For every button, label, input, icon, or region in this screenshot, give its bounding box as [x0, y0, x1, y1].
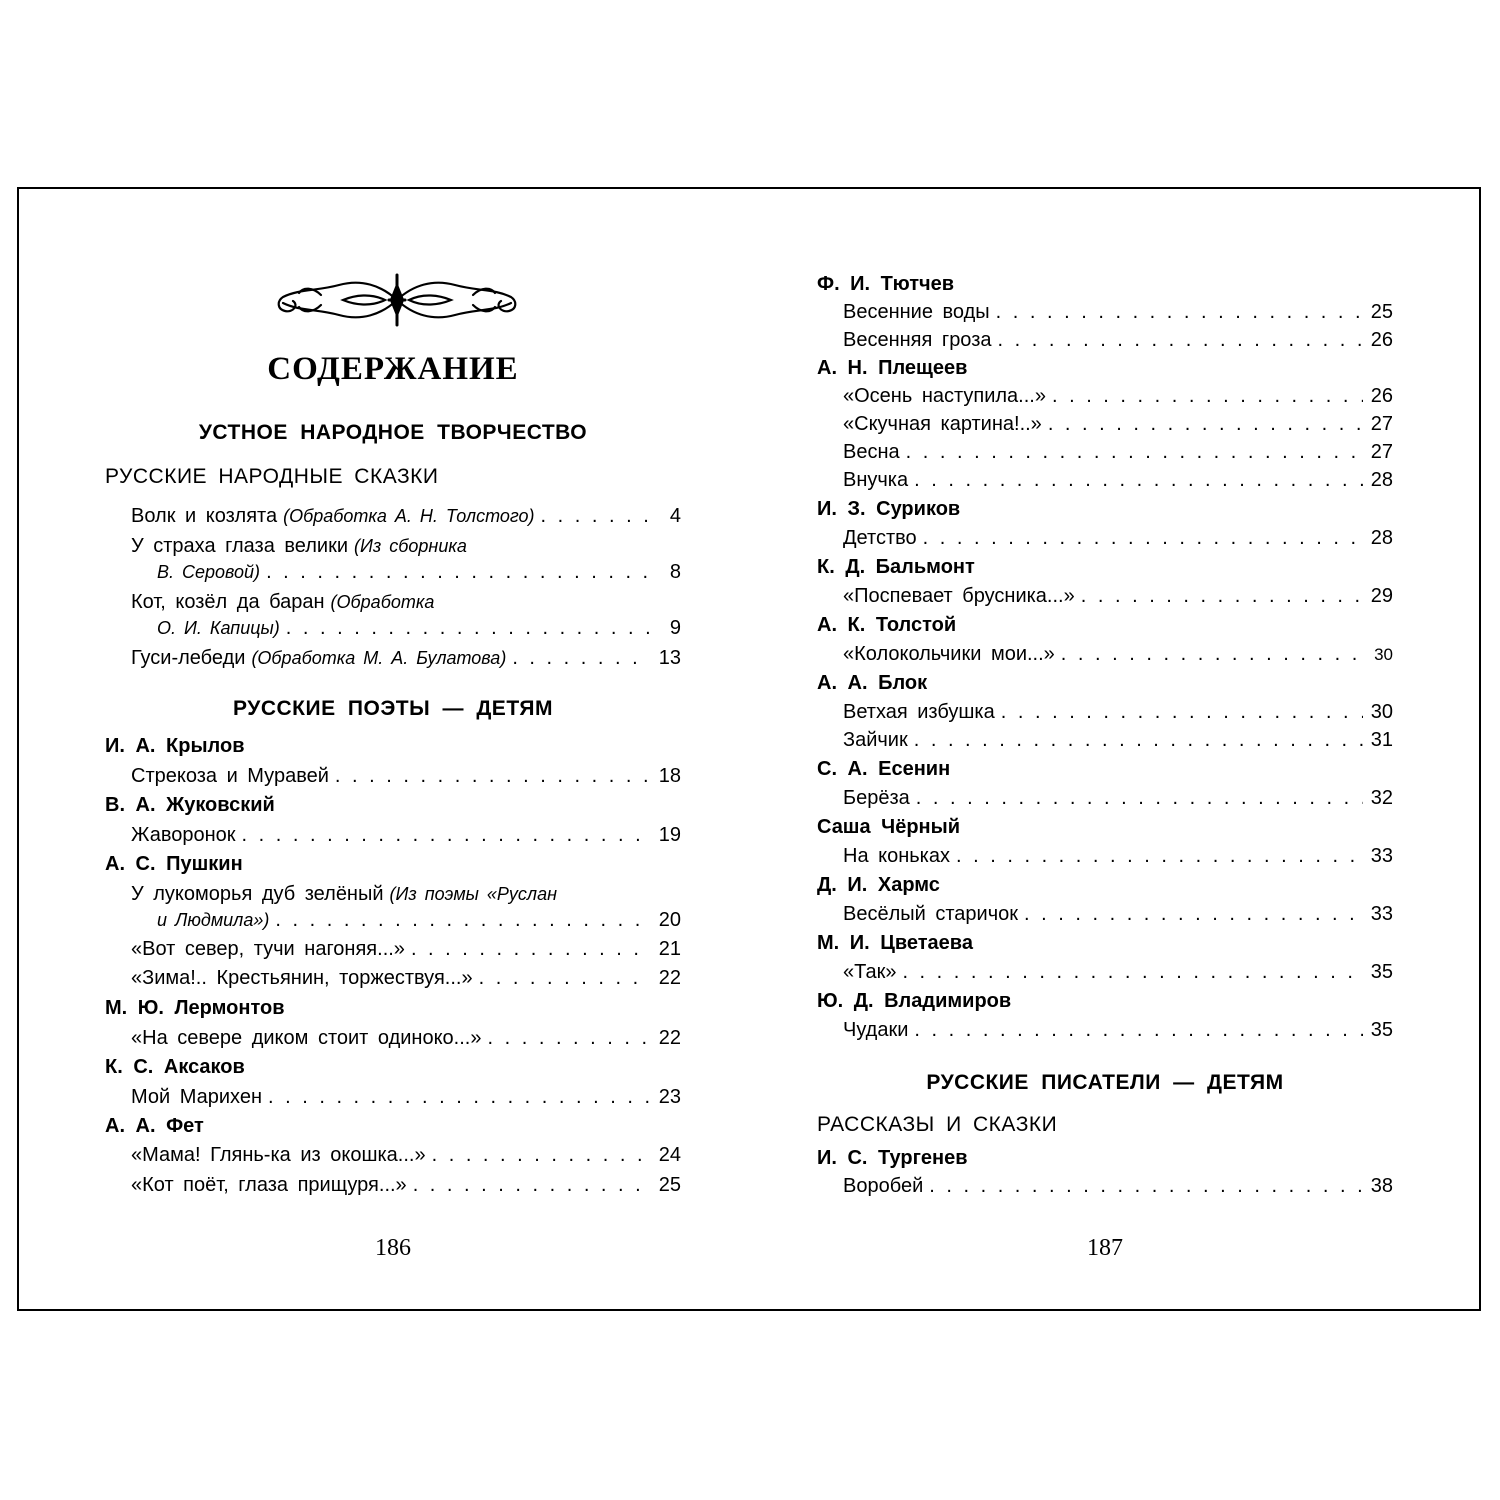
dot-leader: [541, 505, 651, 528]
dot-leader: [266, 561, 651, 584]
page-number-left: 186: [375, 1235, 411, 1261]
page-number: 26: [1370, 329, 1393, 351]
toc-entry[interactable]: [843, 903, 1393, 931]
entry-title: «Вот север, тучи нагоняя...»: [131, 938, 405, 960]
page-number: 22: [658, 1027, 681, 1049]
dot-leader: [286, 617, 651, 640]
entry-title: Стрекоза и Муравей: [131, 765, 329, 787]
entry-title: Кот, козёл да баран: [131, 591, 325, 613]
entry-title: Ветхая избушка: [843, 701, 995, 723]
toc-entry[interactable]: [131, 505, 681, 533]
dot-leader: [914, 469, 1363, 492]
dot-leader: [1048, 413, 1363, 436]
author-heading: Саша Чёрный: [817, 816, 961, 838]
entry-title: Мой Марихен: [131, 1086, 262, 1108]
entry-note-continued: О. И. Капицы): [157, 618, 280, 638]
dot-leader: [914, 729, 1363, 752]
toc-entry[interactable]: [843, 469, 1393, 497]
flourish-ornament-icon: [273, 271, 521, 329]
page-number: 33: [1370, 903, 1393, 925]
dot-leader: [906, 441, 1363, 464]
toc-entry[interactable]: [131, 1086, 681, 1114]
page-number: 13: [658, 647, 681, 669]
entry-title: Гуси-лебеди: [131, 647, 246, 669]
entry-note: (Из поэмы «Руслан: [389, 884, 558, 904]
toc-entry[interactable]: [843, 385, 1393, 413]
author-heading: М. Ю. Лермонтов: [105, 997, 285, 1019]
page-number: 22: [658, 967, 681, 989]
dot-leader: [479, 967, 651, 990]
page-number: 33: [1370, 845, 1393, 867]
toc-entry[interactable]: [131, 1174, 681, 1202]
toc-entry[interactable]: [157, 909, 681, 937]
page-number: 28: [1370, 527, 1393, 549]
author-heading: А. К. Толстой: [817, 614, 957, 636]
toc-entry[interactable]: [843, 701, 1393, 729]
entry-title: Весенняя гроза: [843, 329, 992, 351]
toc-entry[interactable]: [843, 1019, 1393, 1047]
dot-leader: [512, 647, 651, 670]
dot-leader: [916, 787, 1363, 810]
entry-title: «Колокольчики мои...»: [843, 643, 1055, 665]
author-heading: А. С. Пушкин: [105, 853, 243, 875]
toc-entry[interactable]: [157, 617, 681, 645]
entry-note: (Обработка: [330, 592, 435, 612]
page-number: 9: [669, 617, 681, 639]
toc-entry-first-line[interactable]: [131, 883, 557, 906]
entry-title: Весёлый старичок: [843, 903, 1019, 925]
page-number: 25: [658, 1174, 681, 1196]
toc-entry[interactable]: [843, 527, 1393, 555]
entry-title: Детство: [843, 527, 917, 549]
part-title-poets: РУССКИЕ ПОЭТЫ — ДЕТЯМ: [233, 697, 553, 720]
entry-title: У лукоморья дуб зелёный: [131, 883, 384, 905]
entry-title: У страха глаза велики: [131, 535, 349, 557]
entry-title: Весна: [843, 441, 900, 463]
dot-leader: [487, 1027, 651, 1050]
book-spread: [17, 187, 1481, 1311]
entry-note-continued: В. Серовой): [157, 562, 261, 582]
toc-entry[interactable]: [131, 938, 681, 966]
dot-leader: [1081, 585, 1363, 608]
entry-title: Чудаки: [843, 1019, 909, 1041]
toc-entry[interactable]: [843, 585, 1393, 613]
author-heading: И. А. Крылов: [105, 735, 245, 757]
dot-leader: [1001, 701, 1363, 724]
page-number: 28: [1370, 469, 1393, 491]
page-number: 35: [1370, 961, 1393, 983]
page-number: 29: [1370, 585, 1393, 607]
author-heading: А. А. Блок: [817, 672, 928, 694]
dot-leader: [956, 845, 1363, 868]
dot-leader: [914, 1019, 1363, 1042]
dot-leader: [929, 1175, 1363, 1198]
page-number: 38: [1370, 1175, 1393, 1197]
page-number: 35: [1370, 1019, 1393, 1041]
page-number: 18: [658, 765, 681, 787]
author-heading: И. С. Тургенев: [817, 1147, 968, 1169]
entry-title: «Поспевает брусника...»: [843, 585, 1075, 607]
toc-entry[interactable]: [131, 967, 681, 995]
toc-entry[interactable]: [843, 441, 1393, 469]
author-heading: Ф. И. Тютчев: [817, 273, 955, 295]
page-number: 25: [1370, 301, 1393, 323]
entry-title: На коньках: [843, 845, 950, 867]
toc-entry[interactable]: [131, 765, 681, 793]
toc-entry[interactable]: [843, 845, 1393, 873]
page-number: 21: [658, 938, 681, 960]
dot-leader: [275, 909, 651, 932]
author-heading: К. С. Аксаков: [105, 1056, 245, 1078]
entry-title: Волк и козлята: [131, 505, 278, 527]
entry-title: «Зима!.. Крестьянин, торжествуя...»: [131, 967, 473, 989]
dot-leader: [1024, 903, 1363, 926]
toc-entry[interactable]: [843, 787, 1393, 815]
part-title-folk: УСТНОЕ НАРОДНОЕ ТВОРЧЕСТВО: [198, 421, 588, 444]
page-number: 27: [1370, 441, 1393, 463]
page-number: 19: [658, 824, 681, 846]
entry-title: Берёза: [843, 787, 910, 809]
dot-leader: [902, 961, 1363, 984]
subsection-stories: РАССКАЗЫ И СКАЗКИ: [817, 1113, 1058, 1136]
entry-title: «Мама! Глянь-ка из окошка...»: [131, 1144, 426, 1166]
entry-title: «На севере диком стоит одиноко...»: [131, 1027, 482, 1049]
page-number: 8: [669, 561, 681, 583]
dot-leader: [923, 527, 1363, 550]
author-heading: И. З. Суриков: [817, 498, 961, 520]
author-heading: А. А. Фет: [105, 1115, 204, 1137]
entry-note: (Обработка М. А. Булатова): [251, 648, 507, 668]
dot-leader: [1061, 643, 1363, 666]
entry-title: Весенние воды: [843, 301, 990, 323]
dot-leader: [432, 1144, 651, 1167]
entry-title: «Осень наступила...»: [843, 385, 1046, 407]
dot-leader: [335, 765, 651, 788]
page-number: 31: [1370, 729, 1393, 751]
entry-title: Жаворонок: [131, 824, 236, 846]
toc-entry[interactable]: [131, 1027, 681, 1055]
toc-entry[interactable]: [843, 1175, 1393, 1203]
toc-entry[interactable]: [131, 647, 681, 675]
dot-leader: [242, 824, 651, 847]
dot-leader: [413, 1174, 651, 1197]
entry-title: Воробей: [843, 1175, 924, 1197]
toc-entry[interactable]: [843, 961, 1393, 989]
entry-title: «Так»: [843, 961, 897, 983]
author-heading: С. А. Есенин: [817, 758, 951, 780]
page-number: 26: [1370, 385, 1393, 407]
page-number: 30: [1370, 701, 1393, 723]
page-number: 30: [1374, 645, 1393, 664]
page-number: 4: [669, 505, 681, 527]
toc-entry-first-line[interactable]: [131, 535, 467, 558]
page-number: 24: [658, 1144, 681, 1166]
page-number: 32: [1370, 787, 1393, 809]
toc-entry[interactable]: [843, 329, 1393, 357]
dot-leader: [411, 938, 651, 961]
part-title-writers: РУССКИЕ ПИСАТЕЛИ — ДЕТЯМ: [926, 1071, 1284, 1094]
page-number: 27: [1370, 413, 1393, 435]
dot-leader: [996, 301, 1363, 324]
entry-title: Внучка: [843, 469, 909, 491]
toc-title: СОДЕРЖАНИЕ: [267, 351, 519, 387]
entry-title: Зайчик: [843, 729, 908, 751]
toc-entry[interactable]: [131, 1144, 681, 1172]
right-page: [817, 189, 1393, 1309]
toc-entry-first-line[interactable]: [131, 591, 434, 614]
entry-title: «Скучная картина!..»: [843, 413, 1042, 435]
author-heading: Д. И. Хармс: [817, 874, 940, 896]
dot-leader: [998, 329, 1363, 352]
toc-entry[interactable]: [843, 413, 1393, 441]
toc-entry[interactable]: [843, 729, 1393, 757]
entry-note: (Из сборника: [354, 536, 467, 556]
author-heading: В. А. Жуковский: [105, 794, 275, 816]
author-heading: А. Н. Плещеев: [817, 357, 968, 379]
toc-entry[interactable]: [157, 561, 681, 589]
toc-entry[interactable]: [843, 643, 1393, 671]
left-page: [105, 189, 681, 1309]
entry-note: (Обработка А. Н. Толстого): [283, 506, 535, 526]
entry-title: «Кот поёт, глаза прищуря...»: [131, 1174, 407, 1196]
toc-entry[interactable]: [843, 301, 1393, 329]
toc-entry[interactable]: [131, 824, 681, 852]
page-number: 23: [658, 1086, 681, 1108]
dot-leader: [1052, 385, 1363, 408]
dot-leader: [268, 1086, 651, 1109]
author-heading: М. И. Цветаева: [817, 932, 973, 954]
page-number: 20: [658, 909, 681, 931]
entry-note-continued: и Людмила»): [157, 910, 270, 930]
subsection-folk-tales: РУССКИЕ НАРОДНЫЕ СКАЗКИ: [105, 465, 439, 488]
page-number-right: 187: [1087, 1235, 1123, 1261]
author-heading: К. Д. Бальмонт: [817, 556, 975, 578]
author-heading: Ю. Д. Владимиров: [817, 990, 1012, 1012]
